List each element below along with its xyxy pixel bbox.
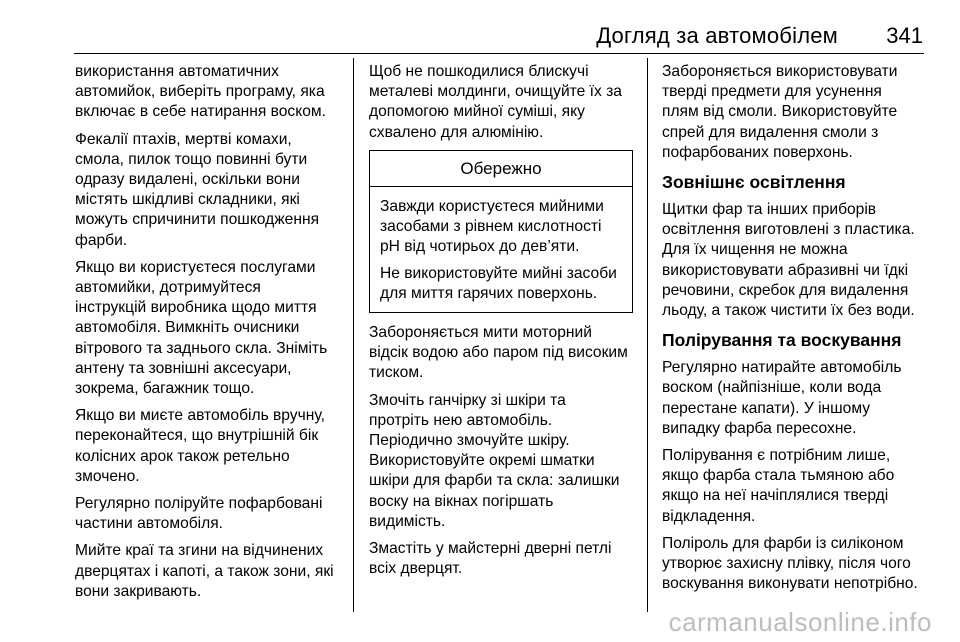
- paragraph: Забороняється використовувати тверді предмети для усунення плям від смоли. Використовуйте спрей для видалення смоли з пофарбованих поверхонь.: [662, 63, 898, 161]
- paragraph: Якщо ви користуєтеся послугами автомийки, дотримуйтеся інструкцій виробника щодо миття автомобіля. Вимкніть очисники вітрового та заднього скла. Зніміть антену та зовнішні аксесуари, зокрема, багажник тощо.: [75, 258, 328, 398]
- paragraph: Мийте краї та згини на відчинених дверцятах і капоті, а також зони, які вони закривають.: [75, 542, 334, 600]
- column-2: [369, 62, 634, 586]
- warning-text: Не використовуйте мийні засоби для миття гарячих поверхонь.: [380, 264, 617, 302]
- page-number: 341: [886, 23, 923, 48]
- warning-title: Обережно: [370, 151, 632, 187]
- column-1: [75, 62, 350, 609]
- paragraph: Змочіть ганчірку зі шкіри та протріть нею автомобіль. Періодично змочуйте шкіру. Використовуйте окремі шматки шкіри для фарби та скла: залишки воску на вікнах погіршать видимість.: [369, 391, 620, 530]
- paragraph: Поліроль для фарби із силіконом утворює захисну плівку, після чого воскування виконувати непотрібно.: [662, 534, 918, 593]
- column-3: [662, 62, 934, 601]
- paragraph: Якщо ви миєте автомобіль вручну, переконайтеся, що внутрішній бік колісних арок також ретельно змочено.: [75, 407, 325, 485]
- paragraph: Регулярно поліруйте пофарбовані частини автомобіля.: [75, 495, 323, 533]
- warning-body: [370, 187, 632, 312]
- paragraph: Щитки фар та інших приборів освітлення виготовлені з пластика. Для їх чищення не можна використовувати абразивні чи їдкі речовини, скребок для видалення льоду, а також чистити їх без води.: [662, 201, 915, 320]
- paragraph: використання автоматичних автомийок, виберіть програму, яка включає в себе натирання воском.: [75, 63, 326, 121]
- section-heading-exterior-lighting: Зовнішнє освітлення: [662, 172, 846, 193]
- paragraph: Щоб не пошкодилися блискучі металеві молдинги, очищуйте їх за допомогою мийної суміші, яку схвалено для алюмінію.: [369, 63, 622, 141]
- paragraph: Забороняється мити моторний відсік водою або паром під високим тиском.: [369, 324, 628, 382]
- header-divider: [74, 53, 924, 54]
- paragraph: Фекалії птахів, мертві комахи, смола, пилок тощо повинні бути одразу видалені, оскільки вони містять шкідливі складники, які можуть спричинити пошкодження фарби.: [75, 130, 320, 249]
- paragraph: Змастіть у майстерні дверні петлі всіх дверцят.: [369, 540, 612, 578]
- page-title: Догляд за автомобілем: [596, 23, 838, 48]
- warning-text: Завжди користуєтеся мийними засобами з рівнем кислотності рН від чотирьох до дев’яти.: [380, 198, 604, 256]
- warning-box: [369, 150, 633, 313]
- column-divider-2: [647, 58, 648, 612]
- column-divider-1: [353, 58, 354, 612]
- watermark: carmanualsonline.info: [668, 607, 932, 637]
- page-header: [0, 0, 960, 50]
- paragraph: Полірування є потрібним лише, якщо фарба стала тьмяною або якщо на неї начіплялися тверді відкладення.: [662, 447, 895, 525]
- section-heading-polishing-waxing: Полірування та воскування: [662, 330, 902, 351]
- paragraph: Регулярно натирайте автомобіль воском (найпізніше, коли вода перестане капати). У іншому випадку фарба пересохне.: [662, 359, 902, 437]
